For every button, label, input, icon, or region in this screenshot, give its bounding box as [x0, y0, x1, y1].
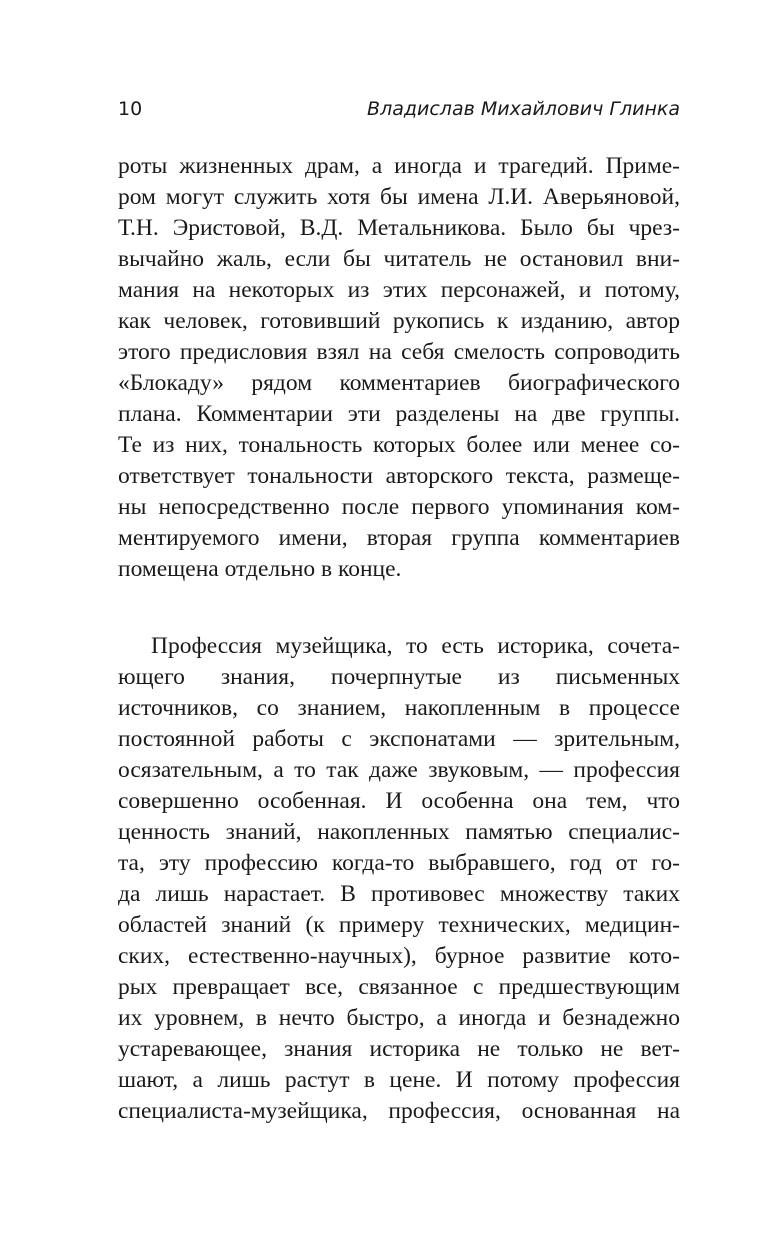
text-line: ром могут служить хотя бы имена Л.И. Аверьяновой, — [118, 184, 680, 210]
text-line: да лишь нарастает. В противовес множеству таких — [118, 881, 680, 907]
page-number: 10 — [118, 98, 143, 120]
text-line: ющего знания, почерпнутые из письменных — [118, 664, 680, 690]
text-line: Те из них, тональность которых более или менее со- — [118, 432, 680, 458]
text-line: как человек, готовивший рукопись к изданию, автор — [118, 308, 680, 334]
text-line: осязательным, а то так даже звуковым, — профессия — [118, 757, 680, 783]
text-line: шают, а лишь растут в цене. И потому профессия — [118, 1067, 680, 1093]
paragraph-1 — [118, 151, 680, 585]
text-line: областей знаний (к примеру технических, медицин- — [118, 912, 680, 938]
text-line: специалиста-музейщика, профессия, основанная на — [118, 1098, 680, 1124]
paragraph-2 — [118, 631, 680, 1127]
text-line: постоянной работы с экспонатами — зрительным, — [118, 726, 680, 752]
text-line: роты жизненных драм, а иногда и трагедий. Приме- — [118, 153, 680, 179]
text-line: устаревающее, знания историка не только не вет- — [118, 1036, 680, 1062]
text-line: совершенно особенная. И особенна она тем, что — [118, 788, 680, 814]
text-line: Профессия музейщика, то есть историка, сочета- — [151, 633, 680, 659]
running-title: Владислав Михайлович Глинка — [367, 98, 680, 120]
text-line: рых превращает все, связанное с предшествующим — [118, 974, 680, 1000]
body-text — [118, 151, 680, 1127]
text-line: ответствует тональности авторского текста, размеще- — [118, 463, 680, 489]
text-line: их уровнем, в нечто быстро, а иногда и безнадежно — [118, 1005, 680, 1031]
text-line: мания на некоторых из этих персонажей, и потому, — [118, 277, 680, 303]
text-line: ментируемого имени, вторая группа комментариев — [118, 525, 680, 551]
text-line: источников, со знанием, накопленным в процессе — [118, 695, 680, 721]
text-line: Т.Н. Эристовой, В.Д. Метальникова. Было бы чрез- — [118, 215, 680, 241]
running-head — [118, 98, 680, 128]
text-line: ценность знаний, накопленных памятью специалис- — [118, 819, 680, 845]
text-line: ны непосредственно после первого упоминания ком- — [118, 494, 680, 520]
text-line: ских, естественно-научных), бурное развитие кото- — [118, 943, 680, 969]
text-line: вычайно жаль, если бы читатель не остановил вни- — [118, 246, 680, 272]
text-line: «Блокаду» рядом комментариев биографического — [118, 370, 680, 396]
text-line: помещена отдельно в конце. — [118, 556, 402, 582]
text-line: плана. Комментарии эти разделены на две группы. — [118, 401, 680, 427]
text-line: та, эту профессию когда-то выбравшего, год от го- — [118, 850, 680, 876]
paragraph-spacer — [118, 585, 680, 631]
text-line: этого предисловия взял на себя смелость сопроводить — [118, 339, 680, 365]
